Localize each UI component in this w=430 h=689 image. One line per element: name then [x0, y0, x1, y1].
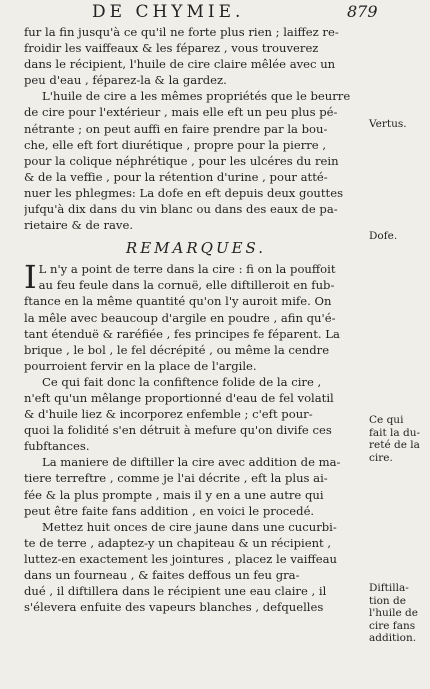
- margin-note-line: tion de: [369, 594, 406, 607]
- margin-note-line: Ce qui: [369, 414, 404, 426]
- text-line: au feu feule dans la cornuë, elle diftilleroit en fub-: [38, 278, 335, 293]
- text-line: tant étenduë & raréfiée , fes principes fe féparent. La: [24, 326, 340, 341]
- text-line: fée & la plus prompte , mais il y en a une autre qui: [24, 487, 324, 502]
- text-line: s'élevera enfuite des vapeurs blanches , defquelles: [24, 600, 324, 615]
- text-line: che, elle eft fort diurétique , propre pour la pierre ,: [24, 137, 327, 152]
- section-heading: REMARQUES.: [125, 239, 267, 258]
- text-line: dans le récipient, l'huile de cire claire mêlée avec un: [24, 57, 336, 72]
- page-number: 879: [347, 2, 378, 21]
- drop-cap: I: [24, 258, 37, 297]
- text-line: L n'y a point de terre dans la cire : fi on la pouffoit: [38, 262, 336, 277]
- text-line: jufqu'à dix dans du vin blanc ou dans des eaux de pa-: [24, 202, 338, 217]
- text-line: fubftances.: [24, 439, 90, 454]
- text-line: peu d'eau , féparez-la & la gardez.: [24, 73, 227, 88]
- margin-note-dose: Dofe.: [369, 230, 398, 242]
- text-line: pour la colique néphrétique , pour les ulcéres du rein: [24, 153, 339, 168]
- margin-note-line: cire fans: [369, 619, 416, 632]
- text-line: nétrante ; on peut auffi en faire prendre par la bou-: [24, 121, 328, 136]
- remarques-opening: [24, 258, 368, 297]
- margin-note-line: Diftilla-: [369, 582, 409, 594]
- text-line: dué , il diftillera dans le récipient une eau claire , il: [24, 584, 327, 599]
- text-line: Mettez huit onces de cire jaune dans une cucurbi-: [42, 519, 337, 534]
- text-line: luttez-en exactement les jointures , placez le vaiffeau: [24, 551, 337, 566]
- text-line: La maniere de diftiller la cire avec addition de ma-: [42, 455, 341, 470]
- text-line: & d'huile liez & incorporez enfemble ; c'eft pour-: [24, 407, 313, 422]
- text-line: de cire pour l'extérieur , mais elle eft un peu plus pé-: [24, 105, 338, 120]
- text-line: L'huile de cire a les mêmes propriétés que le beurre: [42, 89, 351, 104]
- margin-note-distillation: [369, 582, 429, 645]
- text-line: Ce qui fait donc la confiftence folide de la cire ,: [42, 374, 322, 389]
- text-line: tiere terreftre , comme je l'ai décrite , eft la plus ai-: [24, 471, 328, 486]
- margin-note-line: l'huile de: [369, 607, 418, 619]
- margin-note-line: reté de la: [369, 439, 420, 451]
- margin-note-vertus: Vertus.: [369, 118, 407, 130]
- main-text-block: [24, 24, 368, 615]
- running-head-title: DE CHYMIE.: [92, 2, 245, 22]
- running-head: [0, 2, 430, 24]
- margin-note-line: fait la du-: [369, 426, 421, 439]
- text-line: & de la veffie , pour la rétention d'urine , pour atté-: [24, 169, 328, 184]
- text-line: rietaire & de rave.: [24, 218, 134, 233]
- text-line: peut être faite fans addition , en voici le procedé.: [24, 503, 315, 518]
- text-line: n'eft qu'un mêlange proportionné d'eau de fel volatil: [24, 390, 334, 405]
- text-line: dans un fourneau , & faites deffous un feu gra-: [24, 568, 300, 582]
- text-line: te de terre , adaptez-y un chapiteau & un récipient ,: [24, 535, 332, 550]
- text-line: quoi la folidité s'en détruit à mefure qu'on divife ces: [24, 423, 332, 438]
- text-line: ftance en la même quantité qu'on l'y auroit mife. On: [24, 294, 332, 309]
- text-line: brique , le bol , le fel décrépité , ou même la cendre: [24, 342, 330, 357]
- text-line: froidir les vaiffeaux & les féparez , vous trouverez: [24, 41, 319, 56]
- margin-note-line: addition.: [369, 632, 417, 644]
- text-line: fur la fin jusqu'à ce qu'il ne forte plus rien ; laiffez re-: [24, 25, 339, 39]
- margin-note-cire: [369, 414, 429, 464]
- text-line: pourroient fervir en la place de l'argile.: [24, 358, 257, 373]
- margin-note-line: cire.: [369, 451, 393, 464]
- text-line: la mêle avec beaucoup d'argile en poudre , afin qu'é-: [24, 310, 336, 325]
- text-line: nuer les phlegmes: La dofe en eft depuis deux gouttes: [24, 185, 344, 200]
